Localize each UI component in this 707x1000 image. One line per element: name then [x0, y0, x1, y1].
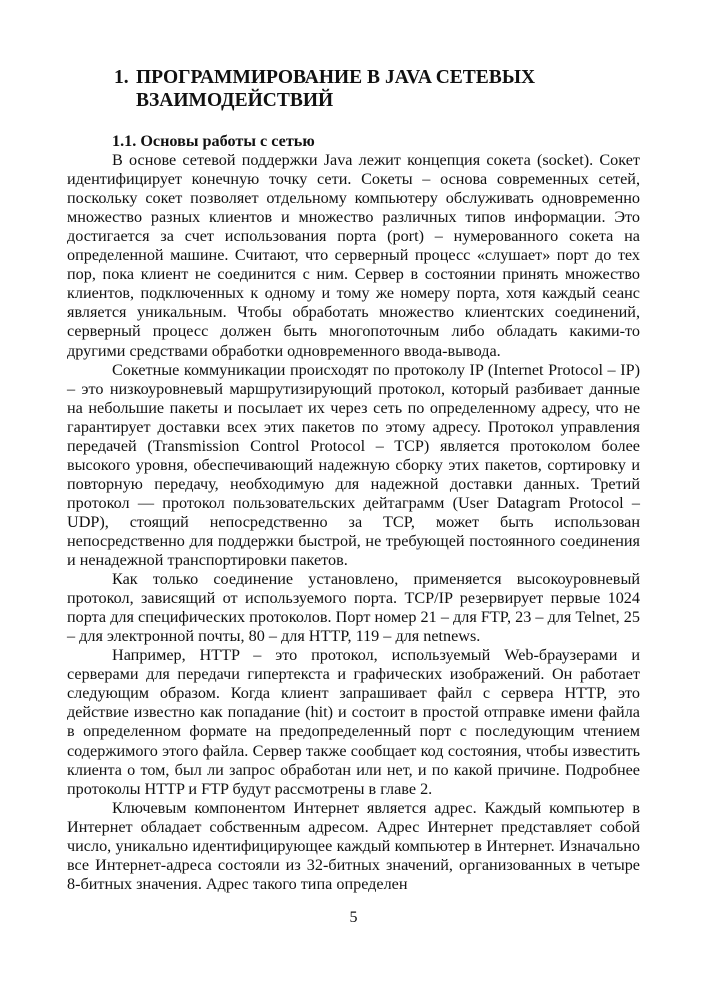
paragraph-http: Например, HTTP – это протокол, используемый Web-браузерами и серверами для передачи гипертекста и графических изображений. Он работает следующим образом. Когда клиент запрашивает файл с сервера HTTP, это действие известно как попадание (hit) и состоит в простой отправке имени файла в определенном формате на предопределенный порт с последующим чтением содержимого этого файла. Сервер также сообщает код состояния, чтобы известить клиента о том, был ли запрос обработан или нет, и по какой причине. Подробнее протоколы HTTP и FTP будут рассмотрены в главе 2.	[67, 646, 640, 798]
chapter-number: 1.	[114, 67, 129, 88]
chapter-title-line1: ПРОГРАММИРОВАНИЕ В JAVA СЕТЕВЫХ	[136, 67, 536, 88]
paragraph-internet-address: Ключевым компонентом Интернет является адрес. Каждый компьютер в Интернет обладает собственным адресом. Адрес Интернет представляет собой число, уникально идентифицирующее каждый компьютер в Интернет. Изначально все Интернет-адреса состояли из 32-битных значений, организованных в четыре 8-битных значения. Адрес такого типа определен	[67, 798, 640, 893]
chapter-title	[114, 66, 634, 112]
page-content	[67, 132, 640, 894]
page-number: 5	[349, 909, 358, 926]
section-title: 1.1. Основы работы с сетью	[112, 132, 315, 150]
paragraph-sockets: В основе сетевой поддержки Java лежит концепция сокета (socket). Сокет идентифицирует конечную точку сети. Сокеты – основа современных сетей, поскольку сокет позволяет отдельному компьютеру обслуживать одновременно множество разных клиентов и множество различных типов информации. Это достигается за счет использования порта (port) – нумерованного сокета на определенной машине. Считают, что серверный процесс «слушает» порт до тех пор, пока клиент не соединится с ним. Сервер в состоянии принять множество клиентов, подключенных к одному и тому же номеру порта, хотя каждый сеанс является уникальным. Чтобы обработать множество клиентских соединений, серверный процесс должен быть многопоточным либо обладать какими-то другими средствами обработки одновременного ввода-вывода.	[67, 151, 640, 360]
paragraph-ports: Как только соединение установлено, применяется высокоуровневый протокол, зависящий от используемого порта. TCP/IP резервирует первые 1024 порта для специфических протоколов. Порт номер 21 – для FTP, 23 – для Telnet, 25 – для электронной почты, 80 – для HTTP, 119 – для netnews.	[67, 570, 640, 646]
chapter-title-line2: ВЗАИМОДЕЙСТВИЙ	[136, 90, 334, 111]
paragraph-ip-protocols: Сокетные коммуникации происходят по протоколу IP (Internet Protocol – IP) – это низкоуровневый маршрутизирующий протокол, который разбивает данные на небольшие пакеты и посылает их через сеть по определенному адресу, что не гарантирует доставки всех этих пакетов по этому адресу. Протокол управления передачей (Transmission Control Protocol – TCP) является протоколом более высокого уровня, обеспечивающий надежную сборку этих пакетов, сортировку и повторную передачу, необходимую для надежной доставки данных. Третий протокол — протокол пользовательских дейтаграмм (User Datagram Protocol – UDP), стоящий непосредственно за TCP, может быть использован непосредственно для поддержки быстрой, не требующей постоянного соединения и ненадежной транспортировки пакетов.	[67, 360, 640, 570]
